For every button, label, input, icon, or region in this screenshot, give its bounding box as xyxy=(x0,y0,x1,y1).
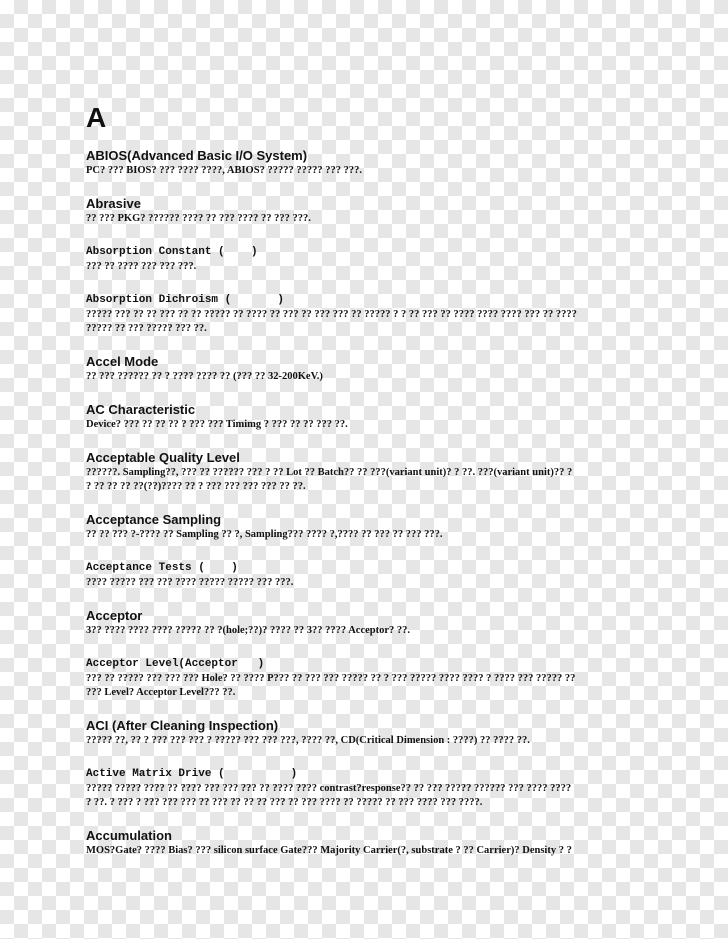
entry-definition: ??????. Sampling??, ??? ?? ?????? ??? ? ?? Lot ?? Batch?? ?? ???(variant unit)? ? ??. ???(variant unit)?? ? ? ?? ?? ?? ??(??)???? ?? ? ??? ??? ??? ??? ?? ??. xyxy=(86,467,573,492)
entry-term: Absorption Constant ( ) xyxy=(86,246,258,258)
entry-definition: ??? ?? ????? ??? ??? ??? Hole? ?? ???? P??? ?? ??? ??? ????? ?? ? ??? ????? ???? ???? ? ???? ??? ????? ?? ??? Level? Acceptor Level??? ??. xyxy=(86,673,576,698)
entry-term: Absorption Dichroism ( ) xyxy=(86,294,285,306)
glossary-entry xyxy=(86,402,656,432)
section-letter-heading: A xyxy=(86,102,107,133)
entry-term: Accel Mode xyxy=(86,354,159,369)
entry-term: Active Matrix Drive ( ) xyxy=(86,768,298,780)
entry-definition: ?? ?? ??? ?-???? ?? Sampling ?? ?, Sampling??? ???? ?,???? ?? ??? ?? ??? ???. xyxy=(86,529,443,540)
entry-definition: ???? ????? ??? ??? ???? ????? ????? ??? ???. xyxy=(86,577,294,588)
entry-term: Acceptable Quality Level xyxy=(86,450,240,465)
glossary-entry xyxy=(86,656,656,700)
entry-definition: 3?? ???? ???? ???? ????? ?? ?(hole;??)? ???? ?? 3?? ???? Acceptor? ??. xyxy=(86,625,411,636)
entry-term: ACI (After Cleaning Inspection) xyxy=(86,718,279,733)
entry-definition: ????? ????? ???? ?? ???? ??? ??? ??? ?? ???? ???? contrast?response?? ?? ??? ????? ?????? ??? ???? ???? ? ??. ? ??? ? ??? ??? ??? ?? ??? ?? ?? ?? ??? ?? ??? ???? ?? ????? ?? ??? ???? ??? ????. xyxy=(86,783,572,808)
entry-term: ABIOS(Advanced Basic I/O System) xyxy=(86,148,308,163)
entry-term: Acceptance Sampling xyxy=(86,512,222,527)
glossary-entry xyxy=(86,148,656,178)
glossary-entry xyxy=(86,244,656,274)
glossary-entry xyxy=(86,196,656,226)
entry-term: Acceptance Tests ( ) xyxy=(86,562,238,574)
entry-definition: Device? ??? ?? ?? ?? ? ??? ??? Timimg ? ??? ?? ?? ??? ??. xyxy=(86,419,348,430)
entry-definition: ?? ??? ?????? ?? ? ???? ???? ?? (??? ?? 32-200KeV.) xyxy=(86,371,323,382)
glossary-entry xyxy=(86,828,656,858)
entry-definition: ??? ?? ???? ??? ??? ???. xyxy=(86,261,197,272)
entry-term: Acceptor xyxy=(86,608,143,623)
entry-definition: ?? ??? PKG? ?????? ???? ?? ??? ???? ?? ??? ???. xyxy=(86,213,311,224)
glossary-entry xyxy=(86,512,656,542)
glossary-entry xyxy=(86,292,656,336)
entry-term: Abrasive xyxy=(86,196,141,211)
entry-definition: ????? ??? ?? ?? ??? ?? ?? ????? ?? ???? ?? ??? ?? ??? ??? ?? ????? ? ? ?? ??? ?? ???? ???? ???? ??? ?? ???? ????? ?? ??? ????? ??? ??. xyxy=(86,309,577,334)
glossary-entry xyxy=(86,354,656,384)
entry-term: AC Characteristic xyxy=(86,402,196,417)
entry-term: Acceptor Level(Acceptor ) xyxy=(86,658,265,670)
entry-definition: MOS?Gate? ???? Bias? ??? silicon surface Gate??? Majority Carrier(?, substrate ? ?? Carrier)? Density ? ? xyxy=(86,845,572,856)
entry-term: Accumulation xyxy=(86,828,172,843)
document-page xyxy=(86,98,656,858)
glossary-entry xyxy=(86,608,656,638)
entry-definition: PC? ??? BIOS? ??? ???? ????, ABIOS? ????? ????? ??? ???. xyxy=(86,165,362,176)
glossary-entry xyxy=(86,560,656,590)
glossary-entry xyxy=(86,766,656,810)
entry-definition: ????? ??, ?? ? ??? ??? ??? ? ????? ??? ??? ???, ???? ??, CD(Critical Dimension : ????) ?? ???? ??. xyxy=(86,735,530,746)
glossary-entry xyxy=(86,718,656,748)
glossary-entry xyxy=(86,450,656,494)
